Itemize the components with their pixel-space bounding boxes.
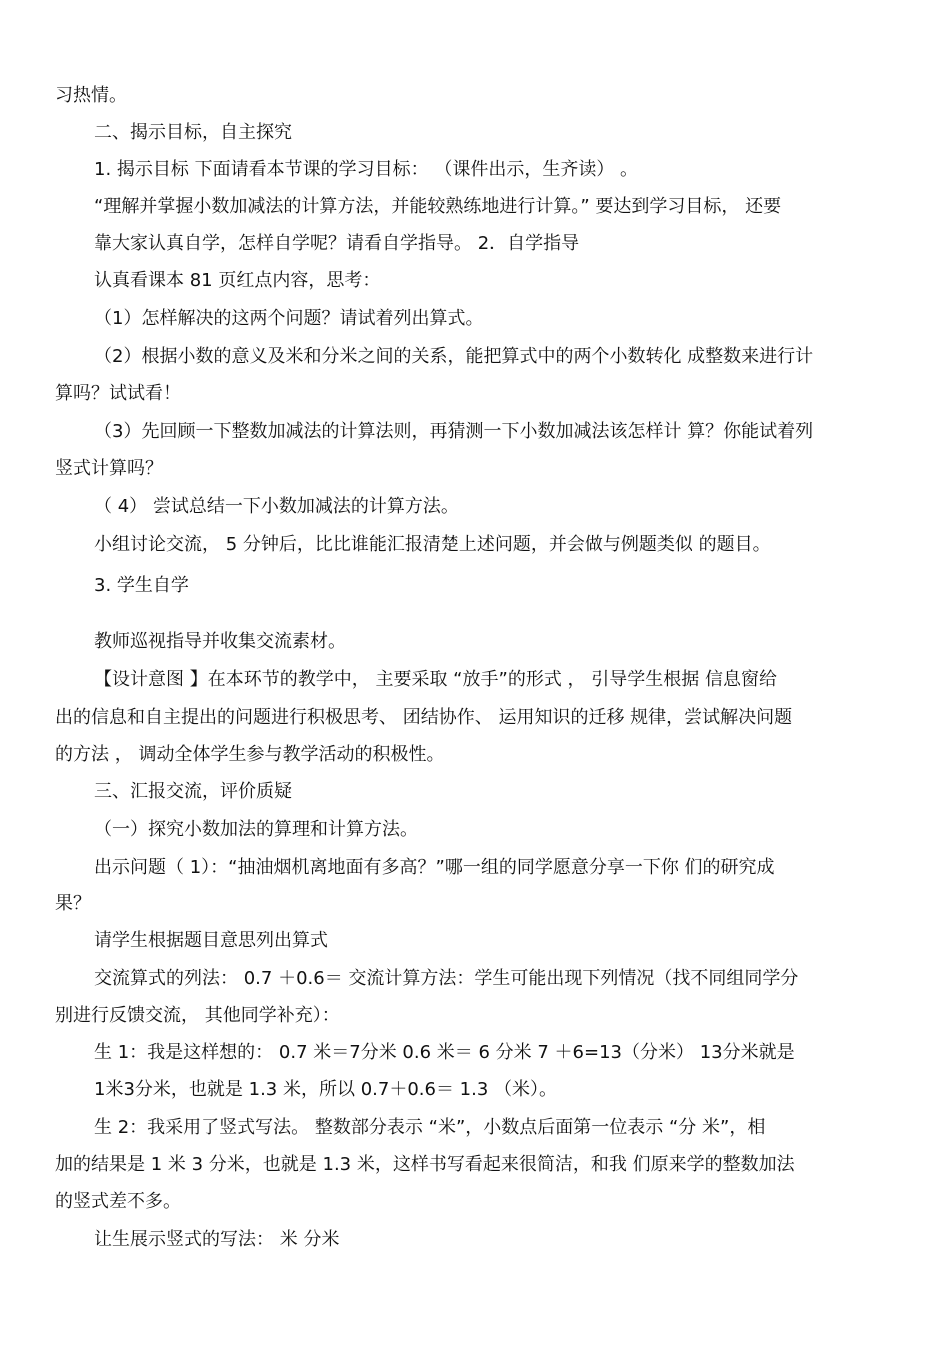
section-heading: 三、汇报交流，评价质疑 <box>94 781 292 802</box>
text-line: 1米3分米，也就是 1.3 米，所以 0.7＋0.6＝ 1.3 （米）。 <box>94 1079 558 1100</box>
text-line: 让生展示竖式的写法： 米 分米 <box>94 1229 340 1250</box>
list-item: （3）先回顾一下整数加减法的计算法则，再猜测一下小数加减法该怎样计 算？你能试着列 <box>94 421 814 442</box>
list-item: （ 4） 尝试总结一下小数加减法的计算方法。 <box>94 496 459 517</box>
text-line: 习热情。 <box>55 85 127 106</box>
subsection-heading: （一）探究小数加法的算理和计算方法。 <box>94 819 418 840</box>
text-line: 请学生根据题目意思列出算式 <box>94 930 328 951</box>
student-answer: 生 2：我采用了竖式写法。 整数部分表示 “米”，小数点后面第一位表示 “分 米”，相 <box>94 1117 766 1138</box>
design-intent: 【设计意图 】在本环节的教学中， 主要采取 “放手”的形式 ， 引导学生根据 信息窗给 <box>94 669 777 690</box>
text-line: 认真看课本 81 页红点内容，思考： <box>94 270 381 291</box>
list-item: （2）根据小数的意义及米和分米之间的关系，能把算式中的两个小数转化 成整数来进行计 <box>94 346 814 367</box>
text-line: 出的信息和自主提出的问题进行积极思考、 团结协作、 运用知识的迁移 规律，尝试解决问题 <box>55 707 793 728</box>
text-line: 交流算式的列法： 0.7 ＋0.6＝ 交流计算方法：学生可能出现下列情况（找不同组同学分 <box>94 968 799 989</box>
text-line: 竖式计算吗？ <box>55 458 163 479</box>
text-line: 教师巡视指导并收集交流素材。 <box>94 631 346 652</box>
student-answer: 生 1：我是这样想的： 0.7 米＝7分米 0.6 米＝ 6 分米 7 ＋6=13（分米） 13分米就是 <box>94 1042 795 1063</box>
text-line: 算吗？试试看！ <box>55 383 181 404</box>
text-line: 3. 学生自学 <box>94 575 189 596</box>
text-line: 的竖式差不多。 <box>55 1191 181 1212</box>
text-line: 别进行反馈交流， 其他同学补充）： <box>55 1005 340 1026</box>
text-line: 小组讨论交流， 5 分钟后，比比谁能汇报清楚上述问题，并会做与例题类似 的题目。 <box>94 534 771 555</box>
text-line: 果？ <box>55 893 91 914</box>
section-heading: 二、揭示目标，自主探究 <box>94 122 292 143</box>
text-line: 的方法 ， 调动全体学生参与教学活动的积极性。 <box>55 744 445 765</box>
text-line: 加的结果是 1 米 3 分米，也就是 1.3 米，这样书写看起来很简洁，和我 们原来学的整数加法 <box>55 1154 795 1175</box>
text-line: 出示问题（ 1）：“抽油烟机离地面有多高？”哪一组的同学愿意分享一下你 们的研究成 <box>94 857 775 878</box>
text-line: 1. 揭示目标 下面请看本节课的学习目标： （课件出示，生齐读） 。 <box>94 159 639 180</box>
text-line: 靠大家认真自学，怎样自学呢？请看自学指导。 2．自学指导 <box>94 233 580 254</box>
list-item: （1）怎样解决的这两个问题？请试着列出算式。 <box>94 308 484 329</box>
text-line: “理解并掌握小数加减法的计算方法，并能较熟练地进行计算。” 要达到学习目标， 还要 <box>94 196 782 217</box>
